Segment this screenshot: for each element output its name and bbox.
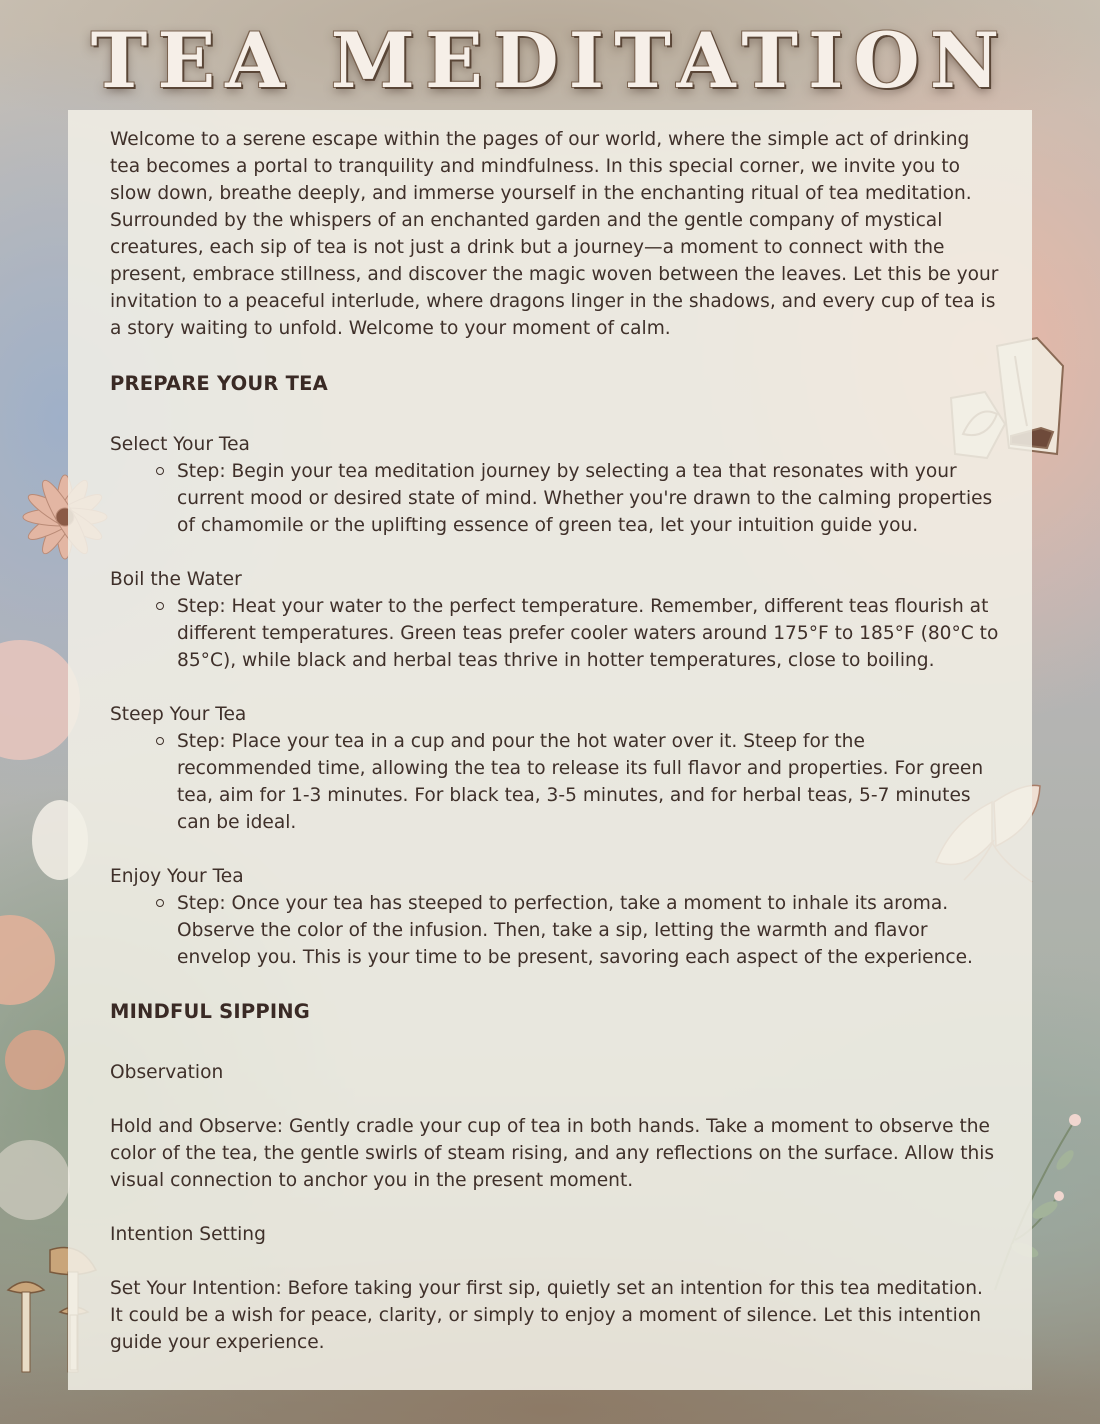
step-text-steep: Step: Place your tea in a cup and pour the hot water over it. Steep for the recommended time, allowing the tea to release its full flavor and properties. For green tea, aim for 1-3 minutes. For black tea, 3-5 minutes, and for herbal teas, 5-7 minutes can be ideal. xyxy=(177,728,1000,836)
intention-text: Set Your Intention: Before taking your first sip, quietly set an intention for this tea meditation. It could be a wish for peace, clarity, or simply to enjoy a moment of silence. Let this intention guide your experience. xyxy=(110,1278,983,1353)
step-list-boil xyxy=(110,593,1000,674)
observation-title: Observation xyxy=(110,1062,224,1083)
page-title: TEA MEDITATION xyxy=(90,16,1010,105)
article-body xyxy=(110,126,1000,1383)
step-list-select xyxy=(110,458,1000,539)
step-text-enjoy: Step: Once your tea has steeped to perfection, take a moment to inhale its aroma. Observe the color of the infusion. Then, take a sip, letting the warmth and flavor envelop you. This is your time to be present, savoring each aspect of the experience. xyxy=(177,890,1000,971)
observation-text: Hold and Observe: Gently cradle your cup of tea in both hands. Take a moment to observe the color of the tea, the gentle swirls of steam rising, and any reflections on the surface. Allow this visual connection to anchor you in the present moment. xyxy=(110,1116,995,1191)
prepare-heading: PREPARE YOUR TEA xyxy=(110,372,328,395)
step-title-select: Select Your Tea xyxy=(110,434,250,455)
intro-paragraph: Welcome to a serene escape within the pages of our world, where the simple act of drinking tea becomes a portal to tranquility and mindfulness. In this special corner, we invite you to slow down, breathe deeply, and immerse yourself in the enchanting ritual of tea meditation. Surrounded by the whispers of an enchanted garden and the gentle company of mystical creatures, each sip of tea is not just a drink but a journey—a moment to connect with the present, embrace stillness, and discover the magic woven between the leaves. Let this be your invitation to a peaceful interlude, where dragons linger in the shadows, and every cup of tea is a story waiting to unfold. Welcome to your moment of calm. xyxy=(110,129,999,339)
step-title-enjoy: Enjoy Your Tea xyxy=(110,866,244,887)
step-title-boil: Boil the Water xyxy=(110,569,242,590)
step-text-boil: Step: Heat your water to the perfect temperature. Remember, different teas flourish at different temperatures. Green teas prefer cooler waters around 175°F to 185°F (80°C to 85°C), while black and herbal teas thrive in hotter temperatures, close to boiling. xyxy=(177,593,1000,674)
step-title-steep: Steep Your Tea xyxy=(110,704,247,725)
step-list-enjoy xyxy=(110,890,1000,971)
intention-title: Intention Setting xyxy=(110,1224,266,1245)
mindful-heading: MINDFUL SIPPING xyxy=(110,1000,310,1023)
step-list-steep xyxy=(110,728,1000,836)
step-text-select: Step: Begin your tea meditation journey by selecting a tea that resonates with your current mood or desired state of mind. Whether you're drawn to the calming properties of chamomile or the uplifting essence of green tea, let your intuition guide you. xyxy=(177,458,1000,539)
